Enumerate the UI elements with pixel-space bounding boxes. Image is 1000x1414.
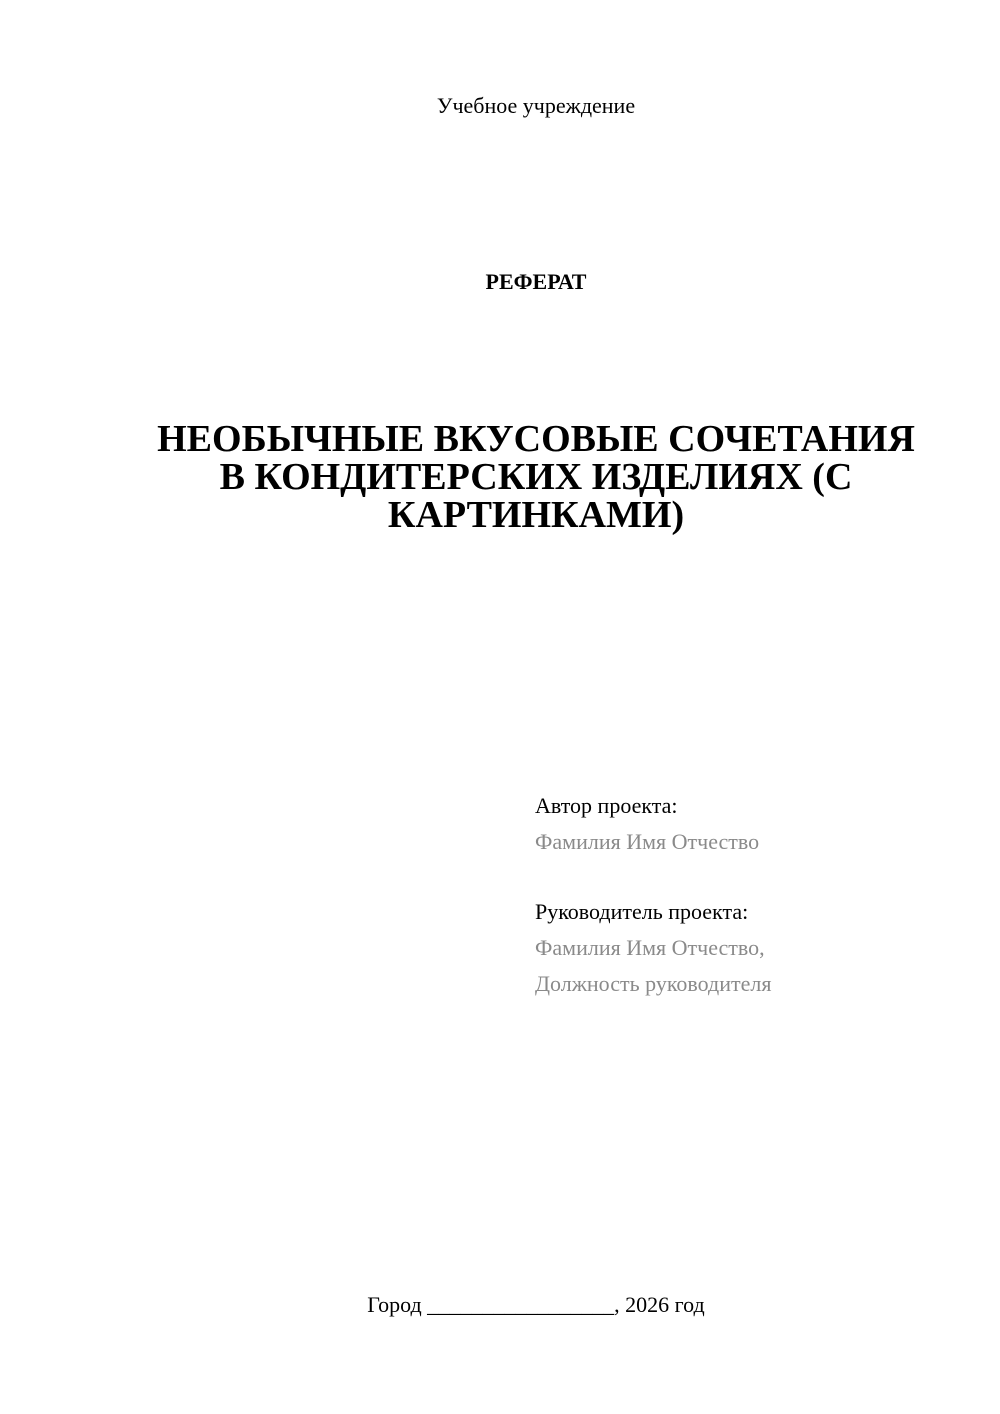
supervisor-position: Должность руководителя — [535, 971, 772, 996]
title-line-1: НЕОБЫЧНЫЕ ВКУСОВЫЕ СОЧЕТАНИЯ — [157, 418, 915, 460]
project-info — [535, 788, 975, 1002]
title-line-3: КАРТИНКАМИ) — [387, 494, 685, 536]
author-name: Фамилия Имя Отчество — [535, 829, 760, 854]
document-title — [130, 420, 942, 534]
supervisor-name: Фамилия Имя Отчество, — [535, 935, 765, 960]
document-type: РЕФЕРАТ — [485, 269, 587, 294]
title-line-2: В КОНДИТЕРСКИХ ИЗДЕЛИЯХ (С — [219, 456, 853, 498]
supervisor-label: Руководитель проекта: — [535, 899, 749, 924]
institution-name: Учебное учреждение — [436, 93, 636, 118]
author-label: Автор проекта: — [535, 793, 678, 818]
city-year-line: Город _________________, 2026 год — [367, 1292, 705, 1317]
spacer — [535, 860, 975, 894]
